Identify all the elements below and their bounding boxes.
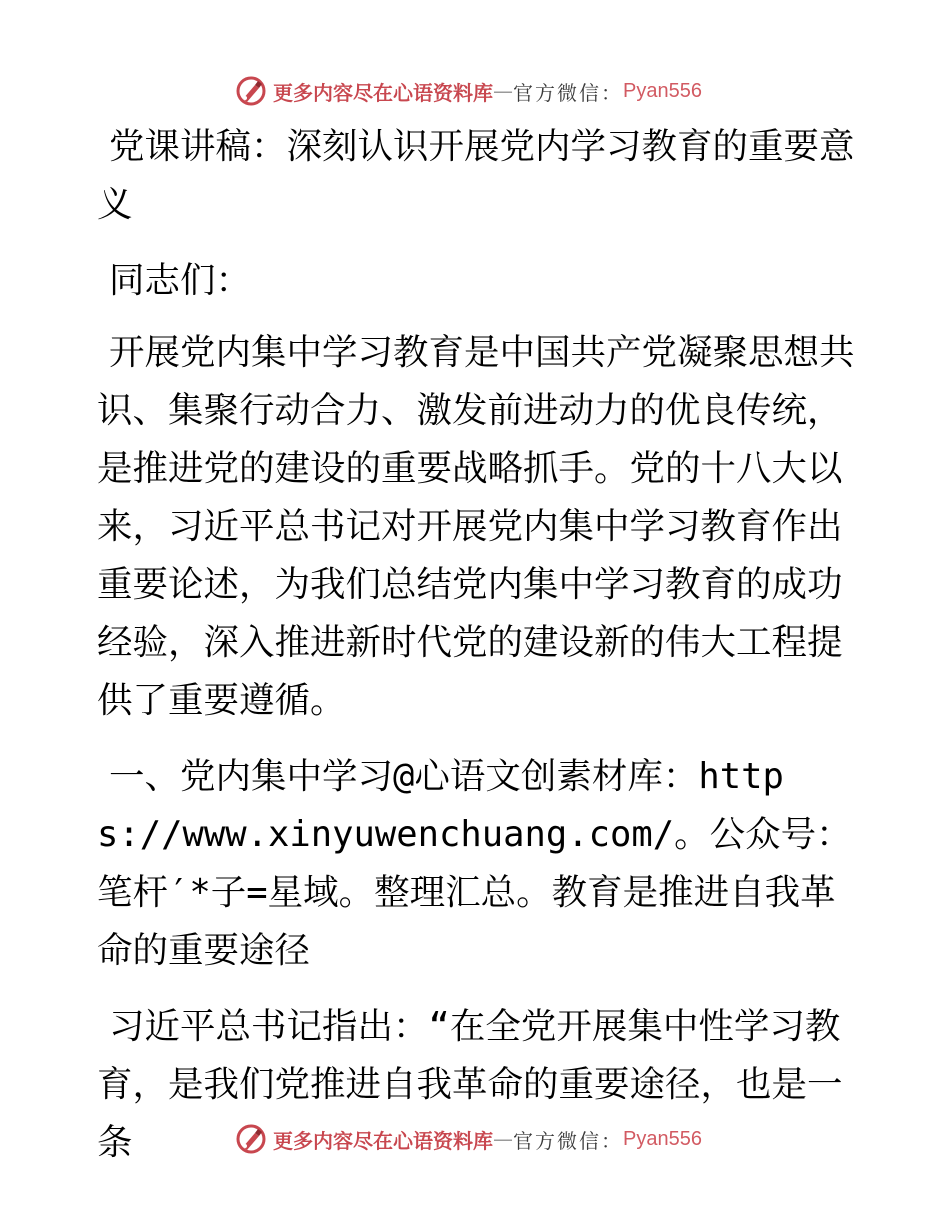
watermark-wechat-label: 官方微信： [513,1128,623,1153]
watermark-separator: — [493,1127,513,1151]
watermark-separator: — [493,79,513,103]
watermark-wechat-id: Pyan556 [623,1127,702,1150]
paragraph-1: 开展党内集中学习教育是中国共产党凝聚思想共识、集聚行动合力、激发前进动力的优良传统，是推进党的建设的重要战略抓手。党的十八大以来，习近平总书记对开展党内集中学习教育作出重要论述，为我们总结党内集中学习教育的成功经验，深入推进新时代党的建设新的伟大工程提供了重要遵循。 [97,332,855,721]
pen-logo-icon [235,1123,267,1155]
watermark-main-text: 更多内容尽在心语资料库 [273,1128,493,1153]
watermark-wechat-id: Pyan556 [623,79,702,102]
document-title: 党课讲稿：深刻认识开展党内学习教育的重要意义 [97,126,855,225]
watermark-main-text: 更多内容尽在心语资料库 [273,80,493,105]
greeting: 同志们： [109,260,252,301]
paragraph-2-section-heading: 一、党内集中学习@心语文创素材库：https://www.xinyuwenchuang.com/。公众号：笔杆′*子=星域。整理汇总。教育是推进自我革命的重要途径 [97,756,852,971]
paragraph-3: 习近平总书记指出：“在全党开展集中性学习教育，是我们党推进自我革命的重要途径，也是一条 [97,1006,843,1163]
header-watermark [235,74,702,108]
document-body [97,118,857,1190]
footer-watermark [235,1122,702,1156]
pen-logo-icon [235,75,267,107]
watermark-wechat-label: 官方微信： [513,80,623,105]
